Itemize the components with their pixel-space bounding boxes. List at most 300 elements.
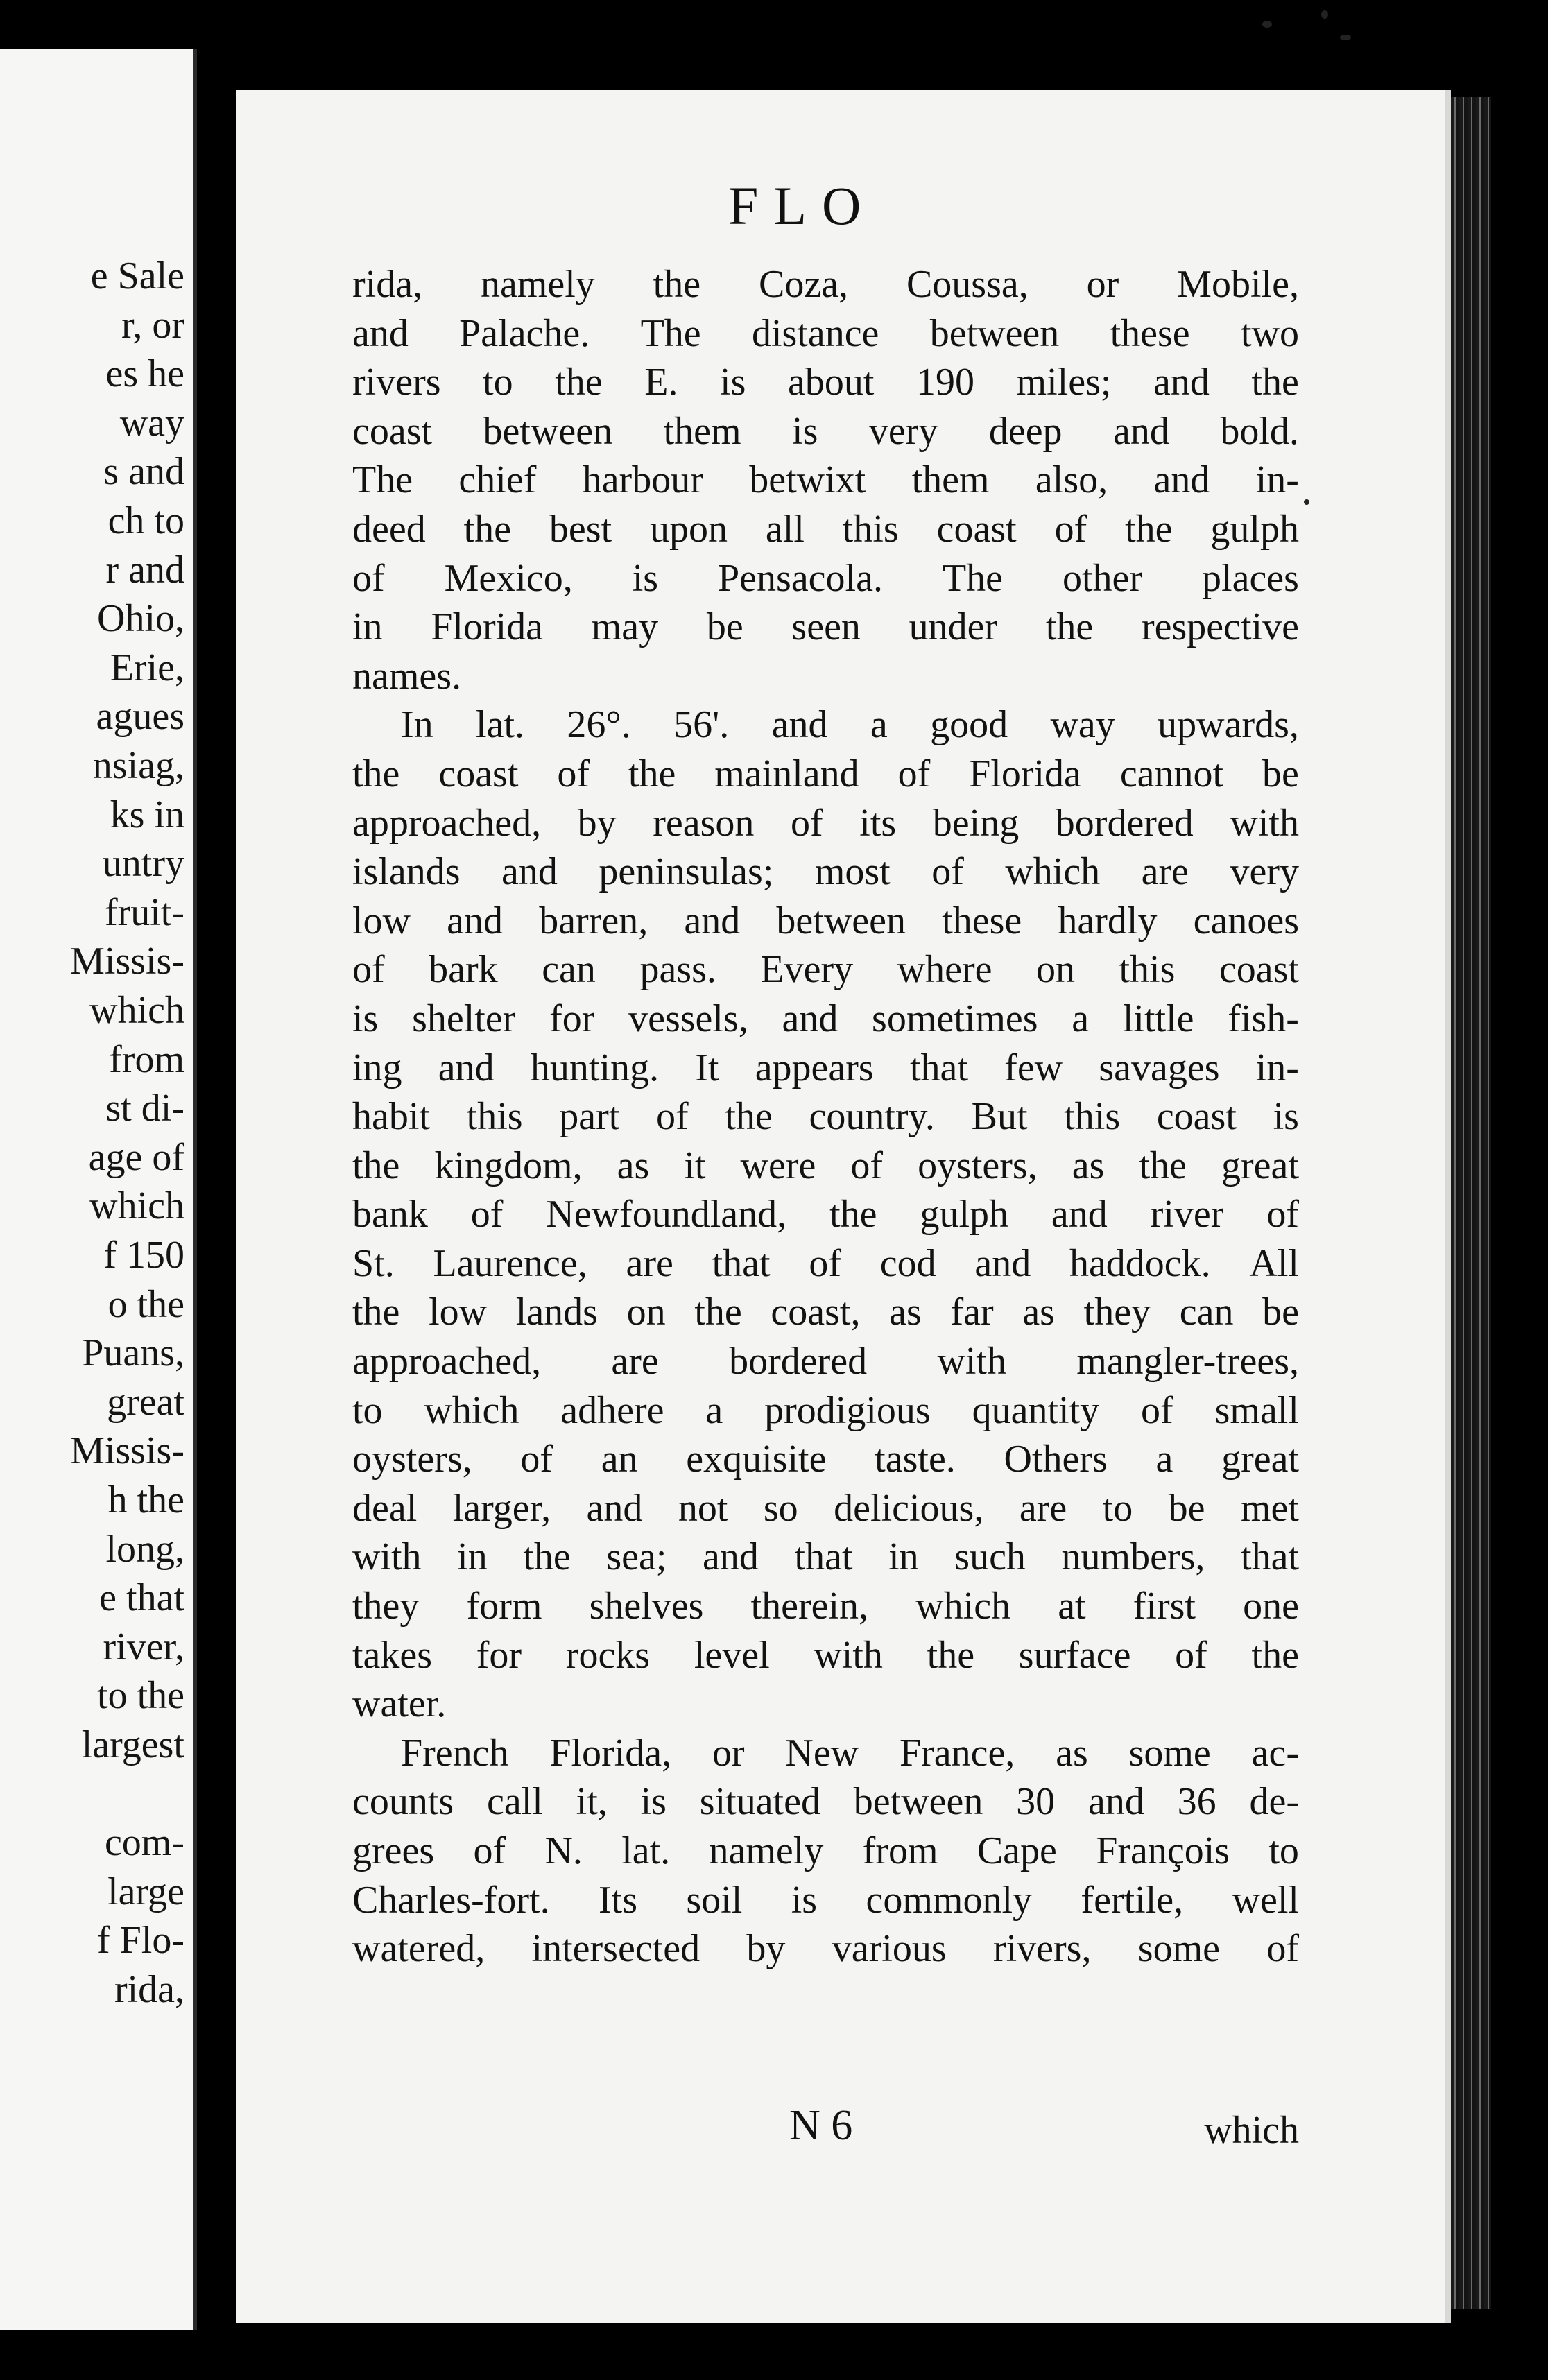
word: or — [1086, 263, 1119, 306]
signature-mark: N 6 — [789, 2102, 853, 2149]
text-line — [352, 309, 1299, 359]
word: met — [1241, 1486, 1299, 1530]
word: so — [763, 1486, 798, 1530]
word: that — [712, 1241, 771, 1285]
word: haddock. — [1069, 1241, 1211, 1285]
word: are — [626, 1241, 673, 1285]
word: various — [832, 1927, 947, 1971]
word: with — [937, 1340, 1006, 1383]
word: as — [1072, 1144, 1105, 1187]
word: on — [626, 1291, 666, 1334]
word: The — [942, 556, 1003, 600]
word: and — [782, 997, 839, 1040]
word: fertile, — [1081, 1878, 1184, 1922]
word: bank — [352, 1193, 428, 1236]
text-line — [352, 1827, 1299, 1876]
left-page-line: Missis- — [70, 940, 184, 983]
text-line — [352, 1680, 1299, 1729]
word: gulph — [1210, 507, 1299, 551]
word: water. — [352, 1682, 447, 1726]
left-page-line: r and — [105, 548, 184, 592]
word: It — [695, 1046, 719, 1089]
word: between — [776, 899, 906, 942]
word: harbour — [582, 458, 703, 502]
left-page-line: river, — [103, 1625, 184, 1668]
word: deal — [352, 1486, 418, 1530]
word: of — [1175, 1633, 1207, 1677]
text-line — [352, 1044, 1299, 1093]
word: and — [501, 850, 558, 894]
word: bold. — [1220, 409, 1299, 453]
text-line — [352, 1582, 1299, 1631]
word: between — [929, 311, 1060, 355]
word: of — [557, 752, 590, 795]
word: and — [352, 311, 409, 355]
word: low — [352, 899, 411, 942]
word: deep — [988, 409, 1063, 453]
word: peninsulas; — [599, 850, 774, 894]
word: fish- — [1228, 997, 1299, 1040]
word: first — [1133, 1585, 1196, 1628]
word: also, — [1035, 458, 1108, 502]
word: way — [1050, 703, 1115, 747]
word: namely — [709, 1829, 824, 1872]
word: is — [792, 409, 818, 453]
word: taste. — [875, 1438, 956, 1481]
word: from — [862, 1829, 938, 1872]
word: numbers, — [1061, 1535, 1205, 1579]
word: New — [785, 1731, 859, 1775]
text-line — [352, 1092, 1299, 1141]
word: of — [850, 1144, 884, 1187]
word: therein, — [750, 1585, 869, 1628]
catchword: which — [1204, 2109, 1299, 2152]
left-page-line: large — [108, 1870, 184, 1913]
word: hardly — [1058, 899, 1158, 942]
word: lat. — [621, 1829, 671, 1872]
word: exquisite — [686, 1438, 827, 1481]
word: the — [523, 1535, 571, 1579]
word: its — [859, 801, 897, 845]
word: under — [909, 605, 998, 649]
left-page-line: Missis- — [70, 1429, 184, 1473]
text-line — [352, 1631, 1299, 1680]
word: good — [930, 703, 1008, 747]
word: to — [1102, 1486, 1133, 1530]
word: in — [352, 605, 383, 649]
ink-speck — [1262, 21, 1272, 28]
word: coast — [1156, 1095, 1237, 1139]
word: namely — [480, 263, 595, 306]
text-line — [352, 1337, 1299, 1386]
running-head: FLO — [728, 175, 877, 236]
word: the — [1139, 1144, 1187, 1187]
word: bordered — [729, 1340, 868, 1383]
word: for — [549, 997, 595, 1040]
word: of — [520, 1438, 553, 1481]
word: them — [911, 458, 990, 502]
word: great — [1221, 1144, 1299, 1187]
word: for — [476, 1633, 522, 1677]
left-page-line: from — [109, 1037, 184, 1081]
left-page-line: long, — [105, 1527, 184, 1571]
word: is — [791, 1878, 818, 1922]
text-line — [352, 1533, 1299, 1582]
word: takes — [352, 1633, 433, 1677]
word: with — [814, 1633, 883, 1677]
word: by — [746, 1927, 786, 1971]
word: this — [466, 1095, 523, 1139]
word: be — [706, 605, 743, 649]
word: and — [1153, 458, 1210, 502]
word: as — [617, 1144, 650, 1187]
gutter-shadow — [197, 42, 239, 2337]
word: the — [725, 1095, 773, 1139]
word: delicious, — [834, 1486, 984, 1530]
word: of — [1266, 1193, 1299, 1236]
word: reason — [653, 801, 755, 845]
text-line — [352, 1777, 1299, 1827]
word: But — [971, 1095, 1028, 1139]
word: oysters, — [918, 1144, 1038, 1187]
ink-speck — [1321, 10, 1328, 19]
word: All — [1249, 1241, 1299, 1285]
word: and — [684, 899, 741, 942]
word: is — [720, 361, 746, 404]
left-page-line: age of — [88, 1135, 184, 1179]
word: watered, — [352, 1927, 485, 1971]
word: small — [1214, 1388, 1299, 1432]
text-line — [352, 1876, 1299, 1925]
word: very — [1230, 850, 1299, 894]
page-edges — [1451, 97, 1491, 2309]
word: coast — [438, 752, 519, 795]
ink-speck — [1340, 35, 1351, 40]
word: with — [1230, 801, 1299, 845]
footer-row — [352, 2101, 1299, 2157]
word: call — [487, 1780, 543, 1824]
word: great — [1221, 1438, 1299, 1481]
word: is — [352, 997, 379, 1040]
word: approached, — [352, 1340, 542, 1383]
word: bark — [429, 948, 498, 992]
word: cannot — [1119, 752, 1224, 795]
left-page-line: Puans, — [82, 1331, 184, 1375]
word: country. — [809, 1095, 935, 1139]
word: and — [1087, 1780, 1144, 1824]
left-page-line: e that — [99, 1576, 184, 1620]
word: 36 — [1177, 1780, 1216, 1824]
word: some — [1137, 1927, 1220, 1971]
word: such — [954, 1535, 1026, 1579]
word: and — [771, 703, 828, 747]
word: by — [577, 801, 617, 845]
text-line — [352, 407, 1299, 456]
word: St. — [352, 1241, 395, 1285]
word: sea; — [606, 1535, 667, 1579]
word: which — [915, 1585, 1011, 1628]
left-page-line: r, or — [121, 303, 184, 347]
word: Florida — [969, 752, 1081, 795]
word: cod — [879, 1241, 936, 1285]
left-page-line: f Flo- — [97, 1919, 184, 1963]
word: in — [457, 1535, 488, 1579]
word: these — [1110, 311, 1190, 355]
word: de- — [1249, 1780, 1299, 1824]
word: of — [1266, 1927, 1299, 1971]
word: quantity — [972, 1388, 1100, 1432]
word: river — [1150, 1193, 1224, 1236]
word: François — [1096, 1829, 1230, 1872]
word: In — [401, 703, 433, 747]
word: hunting. — [530, 1046, 660, 1089]
word: Its — [598, 1878, 637, 1922]
word: the — [352, 752, 400, 795]
word: to — [352, 1388, 383, 1432]
word: the — [1251, 361, 1299, 404]
word: mangler-trees, — [1076, 1340, 1299, 1383]
word: part — [559, 1095, 620, 1139]
word: shelter — [412, 997, 516, 1040]
text-line — [352, 1484, 1299, 1533]
word: low — [429, 1291, 488, 1334]
text-line — [352, 847, 1299, 897]
word: the — [555, 361, 603, 404]
word: intersected — [531, 1927, 700, 1971]
word: islands — [352, 850, 461, 894]
word: is — [1273, 1095, 1299, 1139]
text-line — [352, 260, 1299, 309]
word: best — [549, 507, 612, 551]
word: of — [470, 1193, 504, 1236]
word: prodigious — [764, 1388, 931, 1432]
left-page-line: largest — [81, 1723, 184, 1766]
word: seen — [791, 605, 861, 649]
word: be — [1262, 752, 1299, 795]
left-page-line: f 150 — [103, 1234, 184, 1277]
word: rida, — [352, 263, 423, 306]
word: 190 — [915, 361, 974, 404]
word: them — [663, 409, 741, 453]
ink-speck — [1304, 499, 1309, 505]
word: and — [438, 1046, 495, 1089]
left-page-line: untry — [102, 842, 184, 886]
word: which — [1005, 850, 1101, 894]
word: vessels, — [628, 997, 748, 1040]
word: that — [1241, 1535, 1299, 1579]
text-line — [352, 897, 1299, 946]
word: Florida, — [549, 1731, 672, 1775]
word: ac- — [1251, 1731, 1299, 1775]
word: the — [1125, 507, 1173, 551]
word: soil — [686, 1878, 743, 1922]
text-line — [352, 603, 1299, 652]
word: respective — [1141, 605, 1299, 649]
word: Every — [760, 948, 854, 992]
word: is — [640, 1780, 666, 1824]
left-page-line: great — [107, 1380, 184, 1424]
word: Charles-fort. — [352, 1878, 550, 1922]
left-page-line: agues — [96, 695, 184, 739]
word: few — [1004, 1046, 1063, 1089]
word: very — [868, 409, 938, 453]
text-line — [352, 700, 1299, 750]
word: Mexico, — [444, 556, 573, 600]
word: the — [829, 1193, 877, 1236]
text-line — [352, 358, 1299, 407]
word: shelves — [589, 1585, 704, 1628]
word: this — [1119, 948, 1176, 992]
word: Pensacola. — [718, 556, 883, 600]
word: 30 — [1016, 1780, 1056, 1824]
word: coast — [936, 507, 1017, 551]
word: of — [809, 1241, 841, 1285]
left-page-line: Erie, — [110, 646, 184, 689]
word: deed — [352, 507, 426, 551]
word: as — [1022, 1291, 1055, 1334]
word: this — [842, 507, 899, 551]
word: to — [1268, 1829, 1299, 1872]
word: miles; — [1016, 361, 1112, 404]
word: all — [765, 507, 805, 551]
word: E. — [644, 361, 678, 404]
word: are — [611, 1340, 659, 1383]
word: bordered — [1055, 801, 1194, 845]
word: these — [942, 899, 1022, 942]
text-line — [352, 1141, 1299, 1191]
word: of — [1054, 507, 1087, 551]
word: habit — [352, 1095, 430, 1139]
left-page-line: which — [89, 989, 184, 1032]
left-page-line: fruit- — [104, 890, 184, 934]
text-line — [352, 799, 1299, 848]
word: between — [483, 409, 613, 453]
word: rocks — [565, 1633, 651, 1677]
word: at — [1058, 1585, 1086, 1628]
word: little — [1122, 997, 1194, 1040]
word: the — [352, 1144, 400, 1187]
word: may — [591, 605, 659, 649]
text-line — [352, 994, 1299, 1044]
word: is — [632, 556, 659, 600]
text-line — [352, 1924, 1299, 1974]
word: they — [352, 1585, 420, 1628]
word: other — [1062, 556, 1143, 600]
word: one — [1243, 1585, 1299, 1628]
word: of — [656, 1095, 689, 1139]
word: a — [870, 703, 888, 747]
word: coast — [1219, 948, 1299, 992]
word: adhere — [560, 1388, 664, 1432]
word: be — [1262, 1291, 1299, 1334]
word: of — [931, 850, 964, 894]
word: names. — [352, 654, 462, 698]
word: and — [1051, 1193, 1108, 1236]
word: upwards, — [1158, 703, 1299, 747]
left-page-line: which — [89, 1184, 184, 1228]
text-line — [352, 505, 1299, 554]
word: of — [1141, 1388, 1173, 1432]
word: on — [1035, 948, 1075, 992]
word: are — [1141, 850, 1189, 894]
text-line — [352, 554, 1299, 603]
word: larger, — [452, 1486, 551, 1530]
text-line — [352, 456, 1299, 505]
word: the — [628, 752, 676, 795]
word: betwixt — [749, 458, 866, 502]
word: a — [1155, 1438, 1173, 1481]
word: the — [1251, 1633, 1299, 1677]
word: between — [853, 1780, 983, 1824]
left-page-line: com- — [104, 1821, 184, 1865]
word: of — [473, 1829, 506, 1872]
word: form — [466, 1585, 542, 1628]
word: the — [694, 1291, 742, 1334]
word: pass. — [639, 948, 716, 992]
word: appears — [755, 1046, 874, 1089]
word: counts — [352, 1780, 454, 1824]
word: as — [889, 1291, 922, 1334]
word: barren, — [539, 899, 648, 942]
left-page-line: rida, — [114, 1968, 184, 2011]
word: a — [1072, 997, 1090, 1040]
word: of — [897, 752, 931, 795]
word: and — [1153, 361, 1210, 404]
word: 26°. — [567, 703, 631, 747]
word: 56'. — [673, 703, 730, 747]
word: canoes — [1193, 899, 1299, 942]
word: where — [897, 948, 992, 992]
word: Florida — [431, 605, 544, 649]
word: and — [974, 1241, 1031, 1285]
text-line — [352, 1386, 1299, 1435]
word: Coussa, — [906, 263, 1029, 306]
text-line — [352, 652, 1299, 701]
word: in — [888, 1535, 919, 1579]
word: The — [352, 458, 413, 502]
word: rivers, — [992, 1927, 1092, 1971]
word: level — [694, 1633, 770, 1677]
word: ing — [352, 1046, 402, 1089]
word: and — [447, 899, 504, 942]
text-line — [352, 750, 1299, 799]
word: savages — [1099, 1046, 1220, 1089]
word: France, — [899, 1731, 1015, 1775]
word: be — [1168, 1486, 1205, 1530]
word: well — [1232, 1878, 1299, 1922]
word: mainland — [714, 752, 859, 795]
word: Newfoundland, — [546, 1193, 787, 1236]
word: The — [640, 311, 701, 355]
word: two — [1240, 311, 1299, 355]
word: French — [401, 1731, 509, 1775]
word: are — [1019, 1486, 1067, 1530]
word: grees — [352, 1829, 435, 1872]
word: and — [703, 1535, 759, 1579]
body-text — [352, 260, 1299, 1974]
word: surface — [1018, 1633, 1131, 1677]
word: Coza, — [758, 263, 849, 306]
word: to — [483, 361, 513, 404]
word: as — [1056, 1731, 1088, 1775]
word: this — [1064, 1095, 1121, 1139]
word: and — [1113, 409, 1169, 453]
left-page-fragment — [0, 49, 197, 2330]
word: some — [1128, 1731, 1211, 1775]
word: the — [927, 1633, 975, 1677]
left-page-line: s and — [103, 450, 184, 494]
word: distance — [751, 311, 879, 355]
